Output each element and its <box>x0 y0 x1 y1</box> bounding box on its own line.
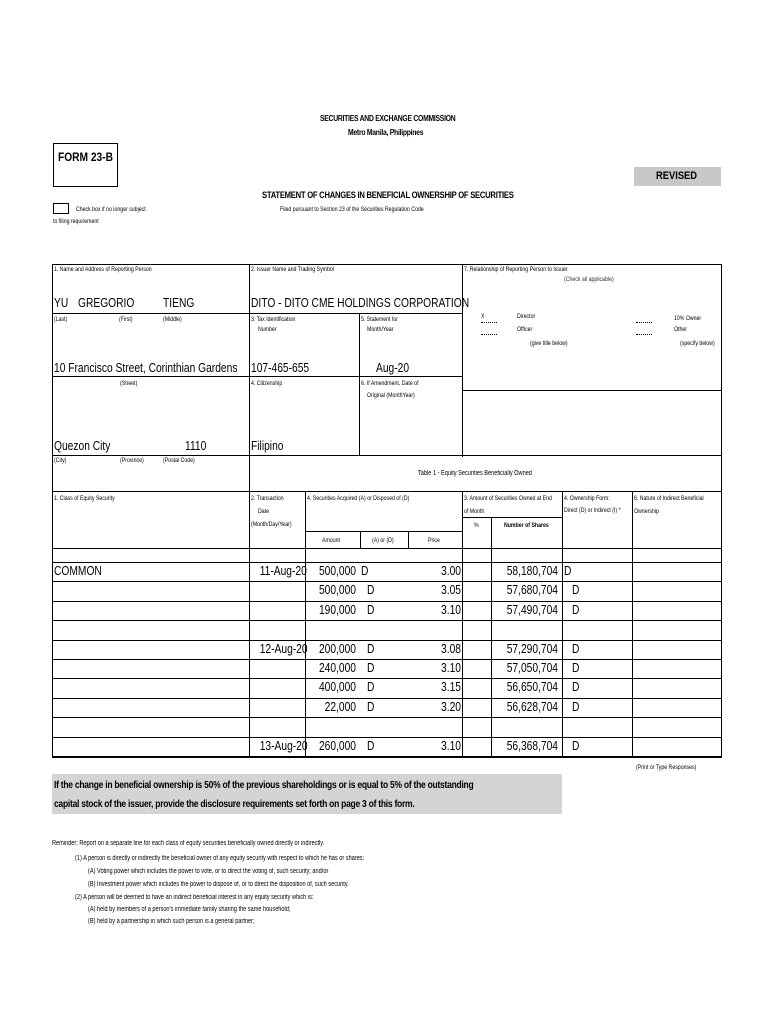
section7-label: 7. Relationship of Reporting Person to Issuer <box>464 266 568 273</box>
col-nature-header-1: 6. Nature of Indirect Beneficial <box>634 495 704 502</box>
section2-label: 2. Issuer Name and Trading Symbol <box>251 266 334 273</box>
agency-location: Metro Manila, Philippines <box>348 128 424 137</box>
shares-cell: 56,650,704 <box>506 680 558 694</box>
shares-cell: 56,368,704 <box>506 739 558 753</box>
price-cell: 3.00 <box>441 564 461 578</box>
price-cell: 3.05 <box>441 583 461 597</box>
statement-month-label-1: 5. Statement for <box>361 316 398 323</box>
a-or-d-cell: D <box>367 700 375 714</box>
ownership-form-cell: D <box>564 564 572 578</box>
director-label: Director <box>517 313 536 320</box>
ownership-form-cell: D <box>572 739 580 753</box>
shares-cell: 57,680,704 <box>506 583 558 597</box>
other-checkline[interactable] <box>636 334 652 335</box>
shares-cell: 58,180,704 <box>506 564 558 578</box>
city-label: (City) <box>54 457 67 464</box>
reminder-p1b: (B) Investment power which includes the power to dispose of, or to direct the disposition of, such security. <box>88 881 349 888</box>
owner10-checkline[interactable] <box>636 322 652 323</box>
price-cell: 3.15 <box>441 680 461 694</box>
disclosure-notice <box>52 774 562 814</box>
tin-label-1: 3. Tax Identification <box>251 316 296 323</box>
tin-value: 107-465-655 <box>251 361 310 375</box>
owner10-label: 10% Owner <box>674 315 702 322</box>
col-date-header-3: (Month/Day/Year) <box>251 521 292 528</box>
a-or-d-cell: D <box>367 642 375 656</box>
a-or-d-cell: D <box>367 680 375 694</box>
checkbox-label-1: Check box if no longer subject <box>76 206 146 213</box>
amount-cell: 500,000 <box>318 583 356 597</box>
col-pct-header: % <box>474 522 479 529</box>
province-label: (Province) <box>120 457 144 464</box>
date-cell: 12-Aug-20 <box>259 642 308 656</box>
reminder-p1a: (A) Voting power which includes the power to vote, or to direct the voting of, such security; and/or <box>88 868 329 875</box>
date-cell: 11-Aug-20 <box>259 564 307 578</box>
reporting-last-name: YU <box>54 296 69 310</box>
a-or-d-cell: D <box>367 603 375 617</box>
col-class-header: 1. Class of Equity Security <box>54 495 115 502</box>
postal-code: 1110 <box>185 439 207 453</box>
shares-cell: 57,290,704 <box>506 642 558 656</box>
date-cell: 13-Aug-20 <box>259 739 308 753</box>
statement-title: STATEMENT OF CHANGES IN BENEFICIAL OWNERSHIP OF SECURITIES <box>262 190 514 200</box>
amount-cell: 190,000 <box>318 603 356 617</box>
table1-title: Table 1 - Equity Securities Beneficially Owned <box>418 470 532 477</box>
director-mark[interactable]: X <box>481 313 485 320</box>
ownership-form-cell: D <box>572 603 580 617</box>
specify-label: (specify below) <box>680 340 715 347</box>
street-label: (Street) <box>120 380 138 387</box>
price-cell: 3.10 <box>441 739 461 753</box>
reporting-middle-name: TIENG <box>163 296 195 310</box>
notice-line-2: capital stock of the issuer, provide the disclosure requirements set forth on page 3 of this form. <box>54 799 415 810</box>
price-cell: 3.10 <box>441 603 461 617</box>
col-acquired-header: 4. Securities Acquired (A) or Disposed of (D) <box>307 495 410 502</box>
col-price-header: Price <box>428 537 440 544</box>
ownership-form-cell: D <box>572 642 580 656</box>
officer-checkline[interactable] <box>481 334 497 335</box>
section7-sub: (Check all applicable) <box>564 276 614 283</box>
col-aord-header: (A) or (D) <box>372 537 394 544</box>
col-owned-header-1: 3. Amount of Securities Owned at End <box>464 495 552 502</box>
col-shares-header: Number of Shares <box>504 522 549 529</box>
form-id: FORM 23-B <box>58 150 113 164</box>
class-cell: COMMON <box>54 564 102 578</box>
revised-label: REVISED <box>656 170 698 182</box>
amount-cell: 400,000 <box>318 680 356 694</box>
price-cell: 3.20 <box>441 700 461 714</box>
other-label: Other <box>674 326 688 333</box>
citizenship-value: Filipino <box>251 439 284 453</box>
col-nature-header-2: Ownership <box>634 508 659 515</box>
form-id-box <box>53 143 118 187</box>
director-checkline <box>481 322 497 323</box>
statement-month-label-2: Month/Year <box>367 326 394 333</box>
officer-label: Officer <box>517 326 533 333</box>
checkbox-label-2: to filing requirement <box>53 218 99 225</box>
statement-month-value: Aug-20 <box>376 361 410 375</box>
shares-cell: 57,490,704 <box>506 603 558 617</box>
amendment-label-2: Original (MonthYear) <box>367 392 415 399</box>
section1-label: 1. Name and Address of Reporting Person <box>54 266 152 273</box>
col-form-header-2: Direct (D) or Indirect (I) * <box>564 507 621 514</box>
reminder-p2b: (B) held by a partnership in which such person is a general partner; <box>88 918 255 925</box>
street-address: 10 Francisco Street, Corinthian Gardens <box>54 361 238 375</box>
ownership-form-cell: D <box>572 583 580 597</box>
filed-pursuant: Filed pursuant to Section 23 of the Securities Regulation Code <box>280 206 424 213</box>
reporting-first-name: GREGORIO <box>78 296 135 310</box>
city: Quezon City <box>54 439 111 453</box>
last-label: (Last) <box>54 316 68 323</box>
middle-label: (Middle) <box>163 316 182 323</box>
notice-line-1: If the change in beneficial ownership is 50% of the previous shareholdings or is equal to 5% of the outstanding <box>54 780 474 791</box>
first-label: (First) <box>119 316 133 323</box>
col-date-header-1: 2. Transaction <box>251 495 284 502</box>
postal-label: (Postal Code) <box>163 457 195 464</box>
col-form-header-1: 4. Ownership Form: <box>564 495 610 502</box>
issuer-name: DITO - DITO CME HOLDINGS CORPORATION <box>251 296 470 310</box>
a-or-d-cell: D <box>367 661 375 675</box>
revised-badge <box>634 167 721 186</box>
amount-cell: 260,000 <box>318 739 356 753</box>
a-or-d-cell: D <box>361 564 369 578</box>
citizenship-label: 4. Citizenship <box>251 380 283 387</box>
amendment-label-1: 6. If Amendment, Date of <box>361 380 419 387</box>
a-or-d-cell: D <box>367 583 375 597</box>
price-cell: 3.10 <box>441 661 461 675</box>
amount-cell: 240,000 <box>318 661 356 675</box>
reminder-p1: (1) A person is directly or indirectly the beneficial owner of any equity security with respect to which he has or shares: <box>75 855 365 862</box>
col-owned-header-2: of Month <box>464 508 485 515</box>
shares-cell: 56,628,704 <box>506 700 558 714</box>
shares-cell: 57,050,704 <box>506 661 558 675</box>
amount-cell: 500,000 <box>318 564 356 578</box>
a-or-d-cell: D <box>367 739 375 753</box>
give-title-label: (give title below) <box>530 340 568 347</box>
ownership-form-cell: D <box>572 700 580 714</box>
ownership-form-cell: D <box>572 661 580 675</box>
price-cell: 3.08 <box>441 642 461 656</box>
agency-title: SECURITIES AND EXCHANGE COMMISSION <box>320 114 456 123</box>
reminder-intro: Reminder: Report on a separate line for each class of equity securities beneficially owned directly or indirectly. <box>52 840 325 847</box>
print-note: (Print or Type Responses) <box>636 764 697 771</box>
reminder-p2: (2) A person will be deemed to have an indirect beneficial interest in any equity security which is: <box>75 894 314 901</box>
no-longer-subject-checkbox[interactable] <box>53 203 69 214</box>
col-amount-header: Amount <box>322 537 340 544</box>
ownership-form-cell: D <box>572 680 580 694</box>
amount-cell: 22,000 <box>324 700 356 714</box>
amount-cell: 200,000 <box>318 642 356 656</box>
tin-label-2: Number <box>258 326 277 333</box>
col-date-header-2: Date <box>258 508 269 515</box>
reminder-p2a: (A) held by members of a person's immediate family sharing the same household; <box>88 906 291 913</box>
